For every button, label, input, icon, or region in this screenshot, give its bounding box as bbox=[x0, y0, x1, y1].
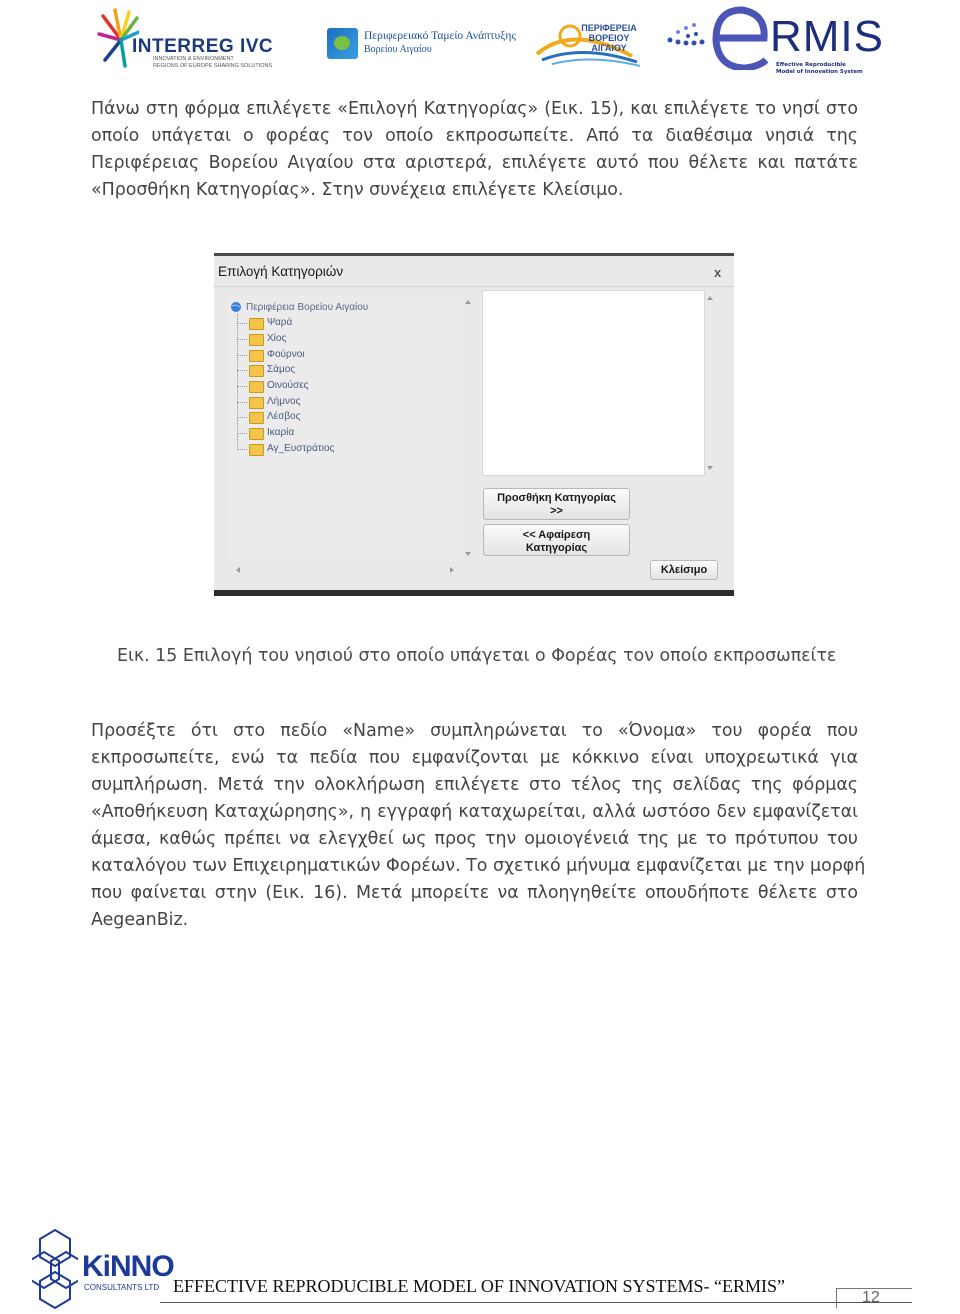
pba-line2: ΒΟΡΕΙΟΥ bbox=[588, 33, 630, 43]
ermis-subtitle bbox=[776, 62, 863, 75]
folder-icon bbox=[249, 444, 264, 456]
tree-item-label: Φούρνοι bbox=[267, 349, 305, 360]
paragraph-line: AegeanBiz. bbox=[91, 910, 189, 930]
dialog-title: Επιλογή Κατηγοριών bbox=[218, 264, 344, 279]
paragraph-line: άμεσα, καθώς πρέπει να ελεγχθεί ως προς την ομοιογένειά της με το πρότυπου του bbox=[91, 829, 858, 849]
selected-list-scrollbar[interactable] bbox=[706, 296, 714, 474]
scroll-down-icon[interactable] bbox=[465, 552, 471, 556]
kinno-logo-text: KiNNO bbox=[82, 1250, 174, 1283]
tree-root-label: Περιφέρεια Βορείου Αιγαίου bbox=[246, 302, 369, 313]
paragraph-line: «Προσθήκη Κατηγορίας». Στην συνέχεια επιλέγετε Κλείσιμο. bbox=[91, 180, 624, 200]
tree-guide-line bbox=[237, 314, 238, 450]
globe-icon bbox=[230, 301, 242, 313]
scroll-right-icon[interactable] bbox=[450, 567, 454, 573]
remove-category-button[interactable] bbox=[483, 524, 630, 556]
tree-item-label: Χίος bbox=[267, 333, 287, 344]
folder-icon bbox=[249, 365, 264, 377]
close-button[interactable]: Κλείσιμο bbox=[650, 560, 718, 580]
ptava-logo-text bbox=[364, 30, 516, 56]
paragraph-line: Προσέξτε ότι στο πεδίο «Name» συμπληρώνεται το «Όνομα» του φορέα που bbox=[91, 721, 858, 741]
tree-item-label: Αγ_Ευστράτιος bbox=[267, 443, 335, 454]
tree-item-label: Λέσβος bbox=[267, 411, 301, 422]
interreg-subtitle bbox=[153, 56, 293, 69]
add-category-button[interactable] bbox=[483, 488, 630, 520]
dialog-close-button[interactable]: x bbox=[714, 265, 722, 280]
pba-line3: ΑΙΓΑΙΟΥ bbox=[591, 43, 627, 53]
scroll-left-icon[interactable] bbox=[236, 567, 240, 573]
paragraph-line: Περιφέρειας Βορείου Αιγαίου στα αριστερά, επιλέγετε αυτό που θέλετε και πατάτε bbox=[91, 153, 858, 173]
pba-logo-text bbox=[578, 23, 640, 53]
instructions-paragraph bbox=[91, 718, 866, 934]
paragraph-line: καταλόγου των Επιχειρηματικών Φορέων. Το σχετικό μήνυμα εμφανίζεται με την μορφή bbox=[91, 856, 866, 876]
folder-icon bbox=[249, 428, 264, 440]
tree-horizontal-scrollbar[interactable] bbox=[230, 564, 458, 574]
scroll-down-icon[interactable] bbox=[707, 466, 713, 470]
tree-item-label: Οινούσες bbox=[267, 380, 309, 391]
interreg-title: INTERREG IVC bbox=[132, 36, 274, 57]
paragraph-line: «Αποθήκευση Καταχώρησης», η εγγραφή καταχωρείται, αλλά ωστόσο δεν εμφανίζεται bbox=[91, 802, 858, 822]
interreg-subtitle-line2: REGIONS OF EUROPE SHARING SOLUTIONS bbox=[153, 62, 273, 69]
tree-item-label: Λήμνος bbox=[267, 396, 301, 407]
paragraph-line: οποίο υπάγεται ο φορέας τον οποίο εκπροσωπείτε. Από τα διαθέσιμα νησιά της bbox=[91, 126, 858, 146]
footer-project-title: EFFECTIVE REPRODUCIBLE MODEL OF INNOVATION SYSTEMS- “ERMIS” bbox=[173, 1276, 786, 1296]
ermis-logo-text: RMIS bbox=[770, 12, 884, 61]
ermis-sub-line2: Model of Innovation System bbox=[776, 68, 863, 75]
footer-divider bbox=[160, 1302, 912, 1303]
add-category-arrow: >> bbox=[550, 505, 563, 517]
tree-item-label: Ικαρία bbox=[267, 427, 295, 438]
paragraph-line: εκπροσωπείτε, ενώ τα πεδία που εμφανίζονται με κόκκινο είναι υποχρεωτικά για bbox=[91, 748, 858, 768]
ptava-line1: Περιφερειακό Ταμείο Ανάπτυξης bbox=[364, 30, 516, 42]
folder-icon bbox=[249, 318, 264, 330]
paragraph-line: συμπλήρωση. Μετά την ολοκλήρωση επιλέγετε στο τέλος της σελίδας της φόρμας bbox=[91, 775, 858, 795]
category-selection-dialog bbox=[214, 253, 734, 596]
kinno-hexagon-icon bbox=[32, 1228, 78, 1312]
dialog-divider bbox=[214, 286, 734, 287]
selected-categories-list[interactable] bbox=[482, 290, 705, 476]
folder-icon bbox=[249, 334, 264, 346]
figure-caption: Εικ. 15 Επιλογή του νησιού στο οποίο υπάγεται ο Φορέας τον οποίο εκπροσωπείτε bbox=[117, 646, 837, 666]
interreg-subtitle-line1: INNOVATION & ENVIRONMENT bbox=[153, 56, 234, 62]
folder-icon bbox=[249, 381, 264, 393]
tree-item-label: Ψαρά bbox=[267, 317, 293, 328]
scroll-up-icon[interactable] bbox=[707, 296, 713, 300]
remove-category-label-2: Κατηγορίας bbox=[525, 542, 588, 554]
tree-vertical-scrollbar[interactable] bbox=[464, 300, 472, 560]
folder-icon bbox=[249, 350, 264, 362]
ermis-sub-line1: Effective Reproducible bbox=[776, 62, 846, 68]
ermis-dots-icon bbox=[666, 14, 716, 54]
add-category-label: Προσθήκη Κατηγορίας bbox=[497, 492, 616, 504]
paragraph-line: που φαίνεται στην (Εικ. 16). Μετά μπορείτε να πλοηγηθείτε οπουδήποτε θέλετε στο bbox=[91, 883, 858, 903]
paragraph-line: Πάνω στη φόρμα επιλέγετε «Επιλογή Κατηγορίας» (Εικ. 15), και επιλέγετε το νησί στο bbox=[91, 99, 858, 119]
ptava-line2: Βορείου Αιγαίου bbox=[364, 44, 432, 55]
folder-icon bbox=[249, 397, 264, 409]
ptava-logo-icon bbox=[327, 28, 358, 59]
intro-paragraph bbox=[91, 96, 858, 204]
ermis-e-icon bbox=[710, 4, 772, 70]
tree-item-label: Σάμος bbox=[267, 364, 296, 375]
scroll-up-icon[interactable] bbox=[465, 300, 471, 304]
page-number: 12 bbox=[862, 1289, 880, 1306]
kinno-logo-subtitle: CONSULTANTS LTD bbox=[84, 1283, 160, 1292]
folder-icon bbox=[249, 412, 264, 424]
pba-line1: ΠΕΡΙΦΕΡΕΙΑ bbox=[581, 23, 637, 33]
remove-category-label: << Αφαίρεση bbox=[522, 529, 591, 541]
